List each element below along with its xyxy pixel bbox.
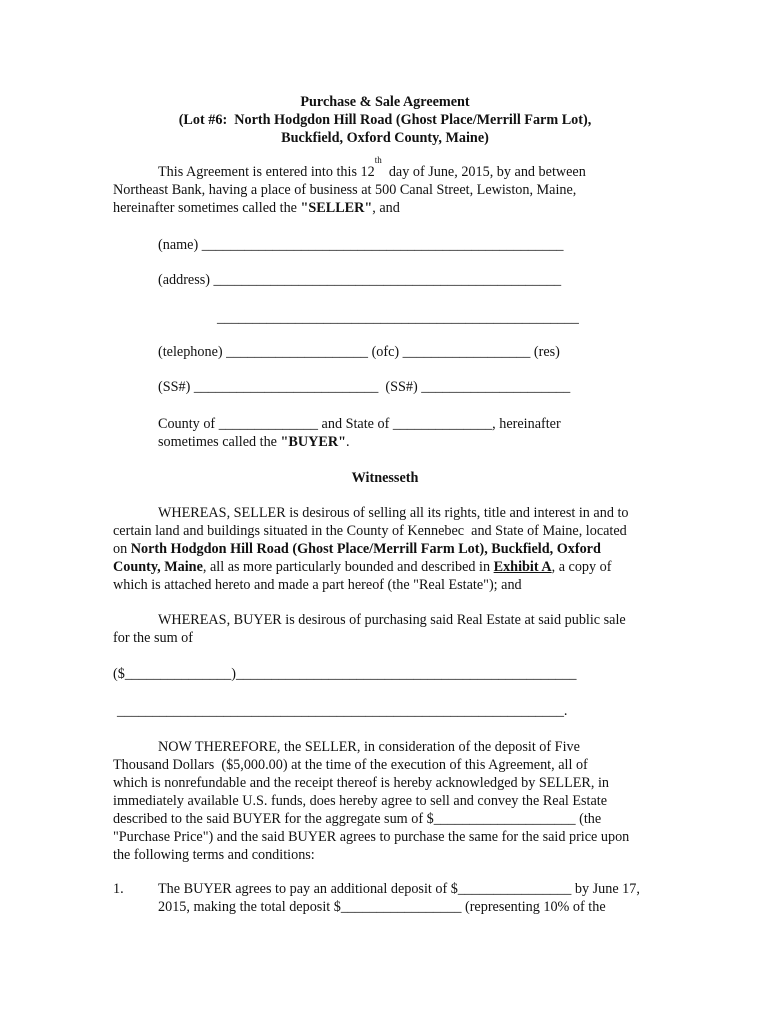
now-therefore-line-4: immediately available U.S. funds, does hereby agree to sell and convey the Real Estate — [113, 793, 608, 809]
whereas-2-line-1: WHEREAS, BUYER is desirous of purchasing said Real Estate at said public sale — [158, 612, 626, 628]
total-deposit-field[interactable]: 2015, making the total deposit $_________________ (representing 10% of the — [158, 899, 606, 915]
intro-line-2: Northeast Bank, having a place of business at 500 Canal Street, Lewiston, Maine, — [113, 182, 577, 198]
whereas-1-line-5: which is attached hereto and made a part hereof (the "Real Estate"); and — [113, 577, 522, 593]
intro-line-3: hereinafter sometimes called the "SELLER", and — [113, 200, 400, 216]
purchase-price-field[interactable]: described to the said BUYER for the aggregate sum of $____________________ (the — [113, 811, 602, 827]
item-1-number: 1. — [113, 881, 124, 897]
whereas-1-line-3: on North Hodgdon Hill Road (Ghost Place/Merrill Farm Lot), Buckfield, Oxford — [113, 541, 601, 557]
whereas-1-line-2: certain land and buildings situated in the County of Kennebec and State of Maine, located — [113, 523, 627, 539]
now-therefore-line-6: "Purchase Price") and the said BUYER agrees to purchase the same for the said price upon — [113, 829, 630, 845]
now-therefore-line-2: Thousand Dollars ($5,000.00) at the time of the execution of this Agreement, all of — [113, 757, 588, 773]
intro-line-1: This Agreement is entered into this 12th day of June, 2015, by and between — [158, 155, 586, 180]
buyer-ss-field[interactable]: (SS#) __________________________ (SS#) _____________________ — [158, 379, 571, 395]
amount-field[interactable]: ($_______________)________________________________________________ — [113, 666, 577, 682]
now-therefore-line-1: NOW THEREFORE, the SELLER, in consideration of the deposit of Five — [158, 739, 580, 755]
now-therefore-line-3: which is nonrefundable and the receipt thereof is hereby acknowledged by SELLER, in — [113, 775, 610, 791]
title-line-1: Purchase & Sale Agreement — [300, 94, 470, 110]
additional-deposit-field[interactable]: The BUYER agrees to pay an additional deposit of $________________ by June 17, — [158, 881, 640, 897]
title-line-2: (Lot #6: North Hodgdon Hill Road (Ghost Place/Merrill Farm Lot), — [178, 112, 592, 128]
buyer-address-line-2[interactable]: ___________________________________________________ — [217, 310, 579, 326]
buyer-designation-line: sometimes called the "BUYER". — [158, 434, 350, 450]
buyer-telephone-field[interactable]: (telephone) ____________________ (ofc) __________________ (res) — [158, 344, 560, 360]
amount-words-field[interactable]: _______________________________________________________________. — [117, 703, 568, 719]
whereas-1-line-1: WHEREAS, SELLER is desirous of selling all its rights, title and interest in and to — [158, 505, 629, 521]
witnesseth-heading: Witnesseth — [351, 470, 419, 486]
whereas-2-line-2: for the sum of — [113, 630, 193, 646]
now-therefore-line-7: the following terms and conditions: — [113, 847, 315, 863]
whereas-1-line-4: County, Maine, all as more particularly bounded and described in Exhibit A, a copy of — [113, 559, 612, 575]
buyer-county-line[interactable]: County of ______________ and State of ______________, hereinafter — [158, 416, 561, 432]
buyer-name-field[interactable]: (name) ___________________________________________________ — [158, 237, 564, 253]
title-line-3: Buckfield, Oxford County, Maine) — [281, 130, 489, 146]
buyer-address-field[interactable]: (address) _________________________________________________ — [158, 272, 562, 288]
exhibit-a-reference: Exhibit A — [493, 559, 552, 575]
